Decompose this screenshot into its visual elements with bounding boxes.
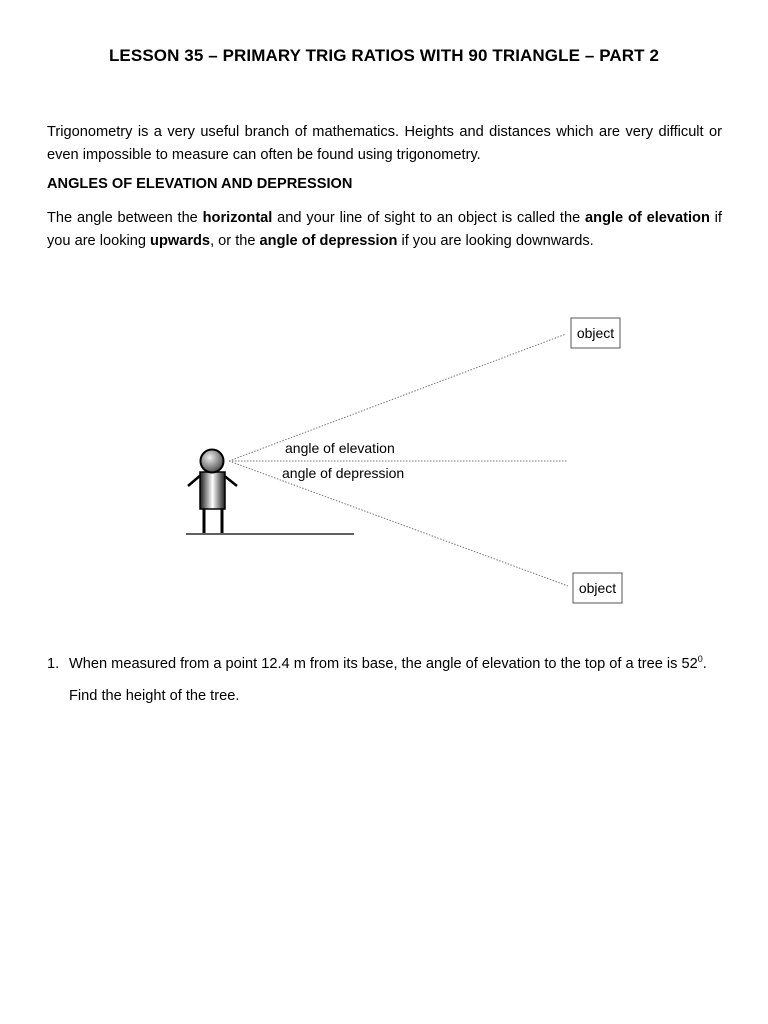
term-angle-of-elevation: angle of elevation: [585, 210, 710, 226]
section-heading: ANGLES OF ELEVATION AND DEPRESSION: [47, 176, 353, 192]
definition-text: , or the: [210, 232, 260, 249]
page-title: LESSON 35 – PRIMARY TRIG RATIOS WITH 90 TRIANGLE – PART 2: [108, 46, 660, 65]
term-horizontal: horizontal: [202, 210, 273, 226]
definition-paragraph: [47, 207, 722, 252]
definition-text: if you are looking: [47, 210, 722, 249]
object-label-bottom: object: [578, 580, 617, 596]
question-number: 1.: [47, 656, 60, 672]
person-head: [201, 450, 224, 473]
definition-text: if you are looking downwards.: [397, 232, 594, 249]
degree-superscript: 0: [697, 654, 703, 664]
angle-of-elevation-label: angle of elevation: [285, 440, 395, 456]
question-text-main: When measured from a point 12.4 m from its base, the angle of elevation to the top of a tree is 52: [69, 656, 698, 672]
question-text: [69, 648, 737, 712]
angle-of-depression-label: angle of depression: [282, 465, 405, 481]
definition-text: and your line of sight to an object is called the: [272, 210, 586, 226]
line-of-sight-up: [229, 334, 566, 461]
term-angle-of-depression: angle of depression: [259, 232, 398, 249]
definition-text: The angle between the: [47, 210, 203, 226]
term-upwards: upwards: [150, 232, 211, 249]
question-1: [47, 648, 737, 712]
person-body: [200, 472, 225, 509]
intro-paragraph: Trigonometry is a very useful branch of mathematics. Heights and distances which are very difficult or even impossible to measure can often be found using trigonometry.: [47, 124, 722, 163]
question-text-end: . Find the height of the tree.: [69, 656, 707, 704]
object-label-top: object: [576, 325, 615, 341]
person-figure: [188, 450, 237, 534]
elevation-depression-diagram: [0, 300, 768, 620]
